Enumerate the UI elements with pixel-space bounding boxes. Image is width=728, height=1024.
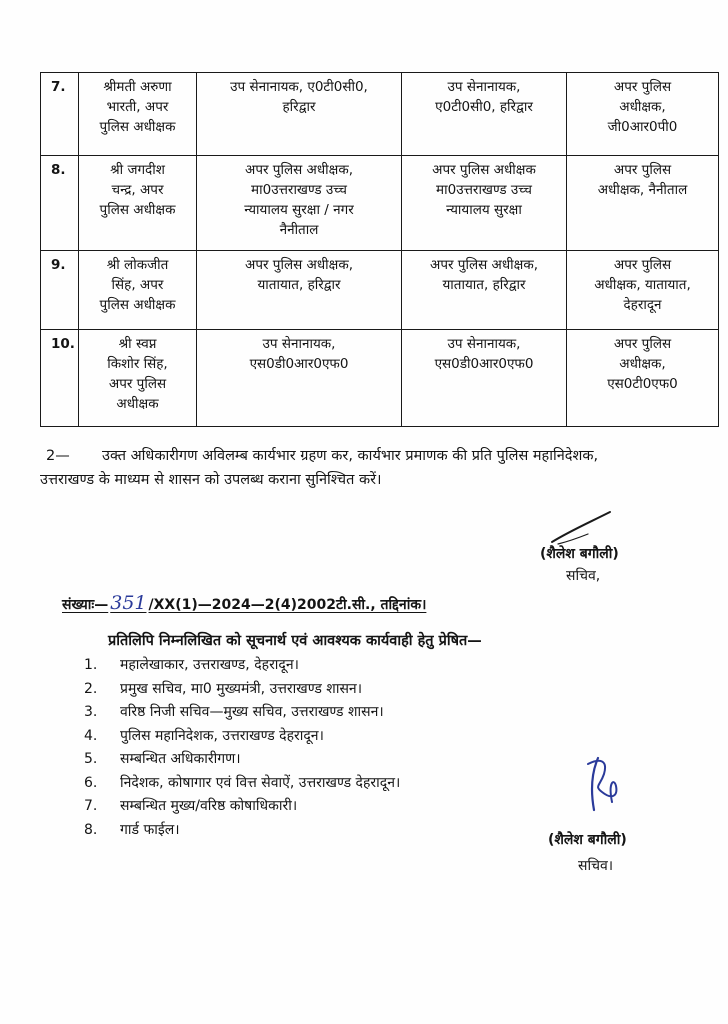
cell-text-line: भारती, अपर — [106, 99, 169, 115]
cell-text-line: न्यायालय सुरक्षा / नगर — [244, 202, 354, 218]
new-post-cell — [402, 330, 567, 427]
copy-heading: प्रतिलिपि निम्नलिखित को सूचनार्थ एवं आवश्यक कार्यवाही हेतु प्रेषित— — [108, 633, 482, 649]
list-item-text: वरिष्ठ निजी सचिव—मुख्य सचिव, उत्तराखण्ड शासन। — [120, 704, 384, 720]
cell-text-line: हरिद्वार — [282, 99, 316, 115]
list-item-number: 2. — [84, 680, 98, 697]
cell-text-line: एस0डी0आर0एफ0 — [434, 356, 534, 372]
cell-text-line: अधीक्षक, यातायात, — [594, 277, 691, 293]
cell-text-line: उप सेनानायक, ए0टी0सी0, — [230, 79, 368, 95]
additional-charge-cell — [567, 156, 719, 251]
paragraph-line-1 — [40, 444, 710, 468]
signature-scribble — [548, 508, 618, 548]
cell-text-line: श्री जगदीश — [110, 162, 165, 178]
officer-name-cell — [79, 251, 197, 330]
cell-text-line: मा0उत्तराखण्ड उच्च — [436, 182, 532, 198]
list-item-number: 4. — [84, 727, 98, 744]
cell-text-line: अधीक्षक, — [619, 356, 666, 372]
table-row — [41, 156, 719, 251]
list-item — [84, 796, 400, 820]
cell-text-line: सिंह, अपर — [111, 277, 164, 293]
cell-text-line: श्री लोकजीत — [106, 257, 169, 273]
current-post-cell — [197, 330, 402, 427]
signatory-title-2: सचिव। — [578, 858, 614, 874]
cell-text-line: किशोर सिंह, — [107, 356, 168, 372]
list-item — [84, 726, 400, 750]
cell-text-line: अपर पुलिस — [613, 79, 672, 95]
additional-charge-cell — [567, 251, 719, 330]
table-row — [41, 330, 719, 427]
cell-text-line: अपर पुलिस — [613, 162, 672, 178]
cell-text-line: नैनीताल — [279, 222, 319, 238]
current-post-cell — [197, 156, 402, 251]
list-item-number: 3. — [84, 704, 98, 720]
cell-text-line: उप सेनानायक, — [262, 336, 336, 352]
paragraph-line-2 — [40, 468, 710, 492]
list-item-text: गार्ड फाईल। — [120, 821, 180, 838]
officer-name-cell — [79, 156, 197, 251]
table-row — [41, 73, 719, 156]
list-item-text: सम्बन्धित मुख्य/वरिष्ठ कोषाधिकारी। — [120, 798, 298, 814]
new-post-cell — [402, 73, 567, 156]
list-item — [84, 820, 400, 844]
cell-text-line: एस0डी0आर0एफ0 — [249, 356, 349, 372]
reference-number: 351 — [110, 592, 147, 614]
new-post-cell — [402, 156, 567, 251]
cell-text-line: ए0टी0सी0, हरिद्वार — [435, 99, 533, 115]
new-post-cell — [402, 251, 567, 330]
cell-text-line: पुलिस अधीक्षक — [99, 297, 176, 313]
reference-suffix: /XX(1)—2024—2(4)2002टी.सी., तद्दिनांक। — [148, 597, 427, 613]
additional-charge-cell — [567, 73, 719, 156]
list-item-number: 5. — [84, 751, 98, 767]
paragraph-number: 2— — [46, 448, 70, 464]
list-item — [84, 702, 400, 726]
officer-name-cell — [79, 73, 197, 156]
list-item-text: निदेशक, कोषागार एवं वित्त सेवाऐं, उत्तराखण्ड देहरादून। — [120, 774, 401, 791]
cell-text-line: यातायात, हरिद्वार — [442, 277, 526, 293]
cell-text-line: अपर पुलिस अधीक्षक, — [245, 257, 353, 273]
cell-text-line: चन्द्र, अपर — [111, 182, 164, 198]
reference-prefix: संख्याः— — [62, 597, 109, 613]
list-item — [84, 655, 400, 679]
cell-text-line: उप सेनानायक, — [447, 336, 521, 352]
cell-text-line: देहरादून — [623, 297, 662, 313]
serial-number-cell: 7. — [41, 73, 79, 156]
list-item-number: 6. — [84, 774, 98, 791]
list-item-text: पुलिस महानिदेशक, उत्तराखण्ड देहरादून। — [120, 727, 324, 744]
cell-text-line: अपर पुलिस अधीक्षक, — [245, 162, 353, 178]
paragraph-text-2: उत्तराखण्ड के माध्यम से शासन को उपलब्ध कराना सुनिश्चित करें। — [40, 472, 382, 488]
cell-text-line: अपर पुलिस अधीक्षक, — [430, 257, 538, 273]
copy-list — [84, 655, 400, 843]
additional-charge-cell — [567, 330, 719, 427]
table-row — [41, 251, 719, 330]
signatory-name-1: (शैलेश बगौली) — [540, 546, 619, 562]
cell-text-line: श्रीमती अरुणा — [103, 79, 172, 95]
list-item — [84, 773, 400, 797]
list-item-number: 8. — [84, 821, 98, 838]
signatory-name-2: (शैलेश बगौली) — [548, 832, 627, 848]
cell-text-line: पुलिस अधीक्षक — [99, 202, 176, 218]
cell-text-line: अपर पुलिस — [613, 257, 672, 273]
cell-text-line: एस0टी0एफ0 — [607, 376, 678, 392]
serial-number-cell: 8. — [41, 156, 79, 251]
transfer-table-body — [41, 73, 719, 427]
list-item-text: प्रमुख सचिव, मा0 मुख्यमंत्री, उत्तराखण्ड शासन। — [120, 680, 362, 697]
reference-number-line — [62, 592, 426, 614]
cell-text-line: जी0आर0पी0 — [607, 119, 678, 135]
cell-text-line: श्री स्वप्न — [118, 336, 157, 352]
serial-number-cell: 9. — [41, 251, 79, 330]
cell-text-line: अधीक्षक, नैनीताल — [597, 182, 688, 198]
signatory-title-1: सचिव, — [566, 568, 601, 584]
signature-initial — [578, 752, 632, 818]
cell-text-line: अपर पुलिस अधीक्षक — [432, 162, 536, 178]
officer-name-cell — [79, 330, 197, 427]
list-item — [84, 749, 400, 773]
transfer-table — [40, 72, 719, 427]
cell-text-line: यातायात, हरिद्वार — [257, 277, 341, 293]
cell-text-line: अधीक्षक, — [619, 99, 666, 115]
current-post-cell — [197, 73, 402, 156]
list-item-text: महालेखाकार, उत्तराखण्ड, देहरादून। — [120, 657, 299, 673]
list-item-number: 1. — [84, 657, 98, 673]
cell-text-line: पुलिस अधीक्षक — [99, 119, 176, 135]
cell-text-line: उप सेनानायक, — [447, 79, 521, 95]
list-item — [84, 679, 400, 703]
cell-text-line: अपर पुलिस — [613, 336, 672, 352]
cell-text-line: अधीक्षक — [116, 396, 159, 412]
list-item-text: सम्बन्धित अधिकारीगण। — [120, 751, 241, 767]
cell-text-line: न्यायालय सुरक्षा — [446, 202, 522, 218]
serial-number-cell: 10. — [41, 330, 79, 427]
cell-text-line: अपर पुलिस — [108, 376, 167, 392]
paragraph-text-1: उक्त अधिकारीगण अविलम्ब कार्यभार ग्रहण कर, कार्यभार प्रमाणक की प्रति पुलिस महानिदेशक, — [102, 448, 599, 464]
cell-text-line: मा0उत्तराखण्ड उच्च — [251, 182, 347, 198]
list-item-number: 7. — [84, 798, 98, 814]
current-post-cell — [197, 251, 402, 330]
